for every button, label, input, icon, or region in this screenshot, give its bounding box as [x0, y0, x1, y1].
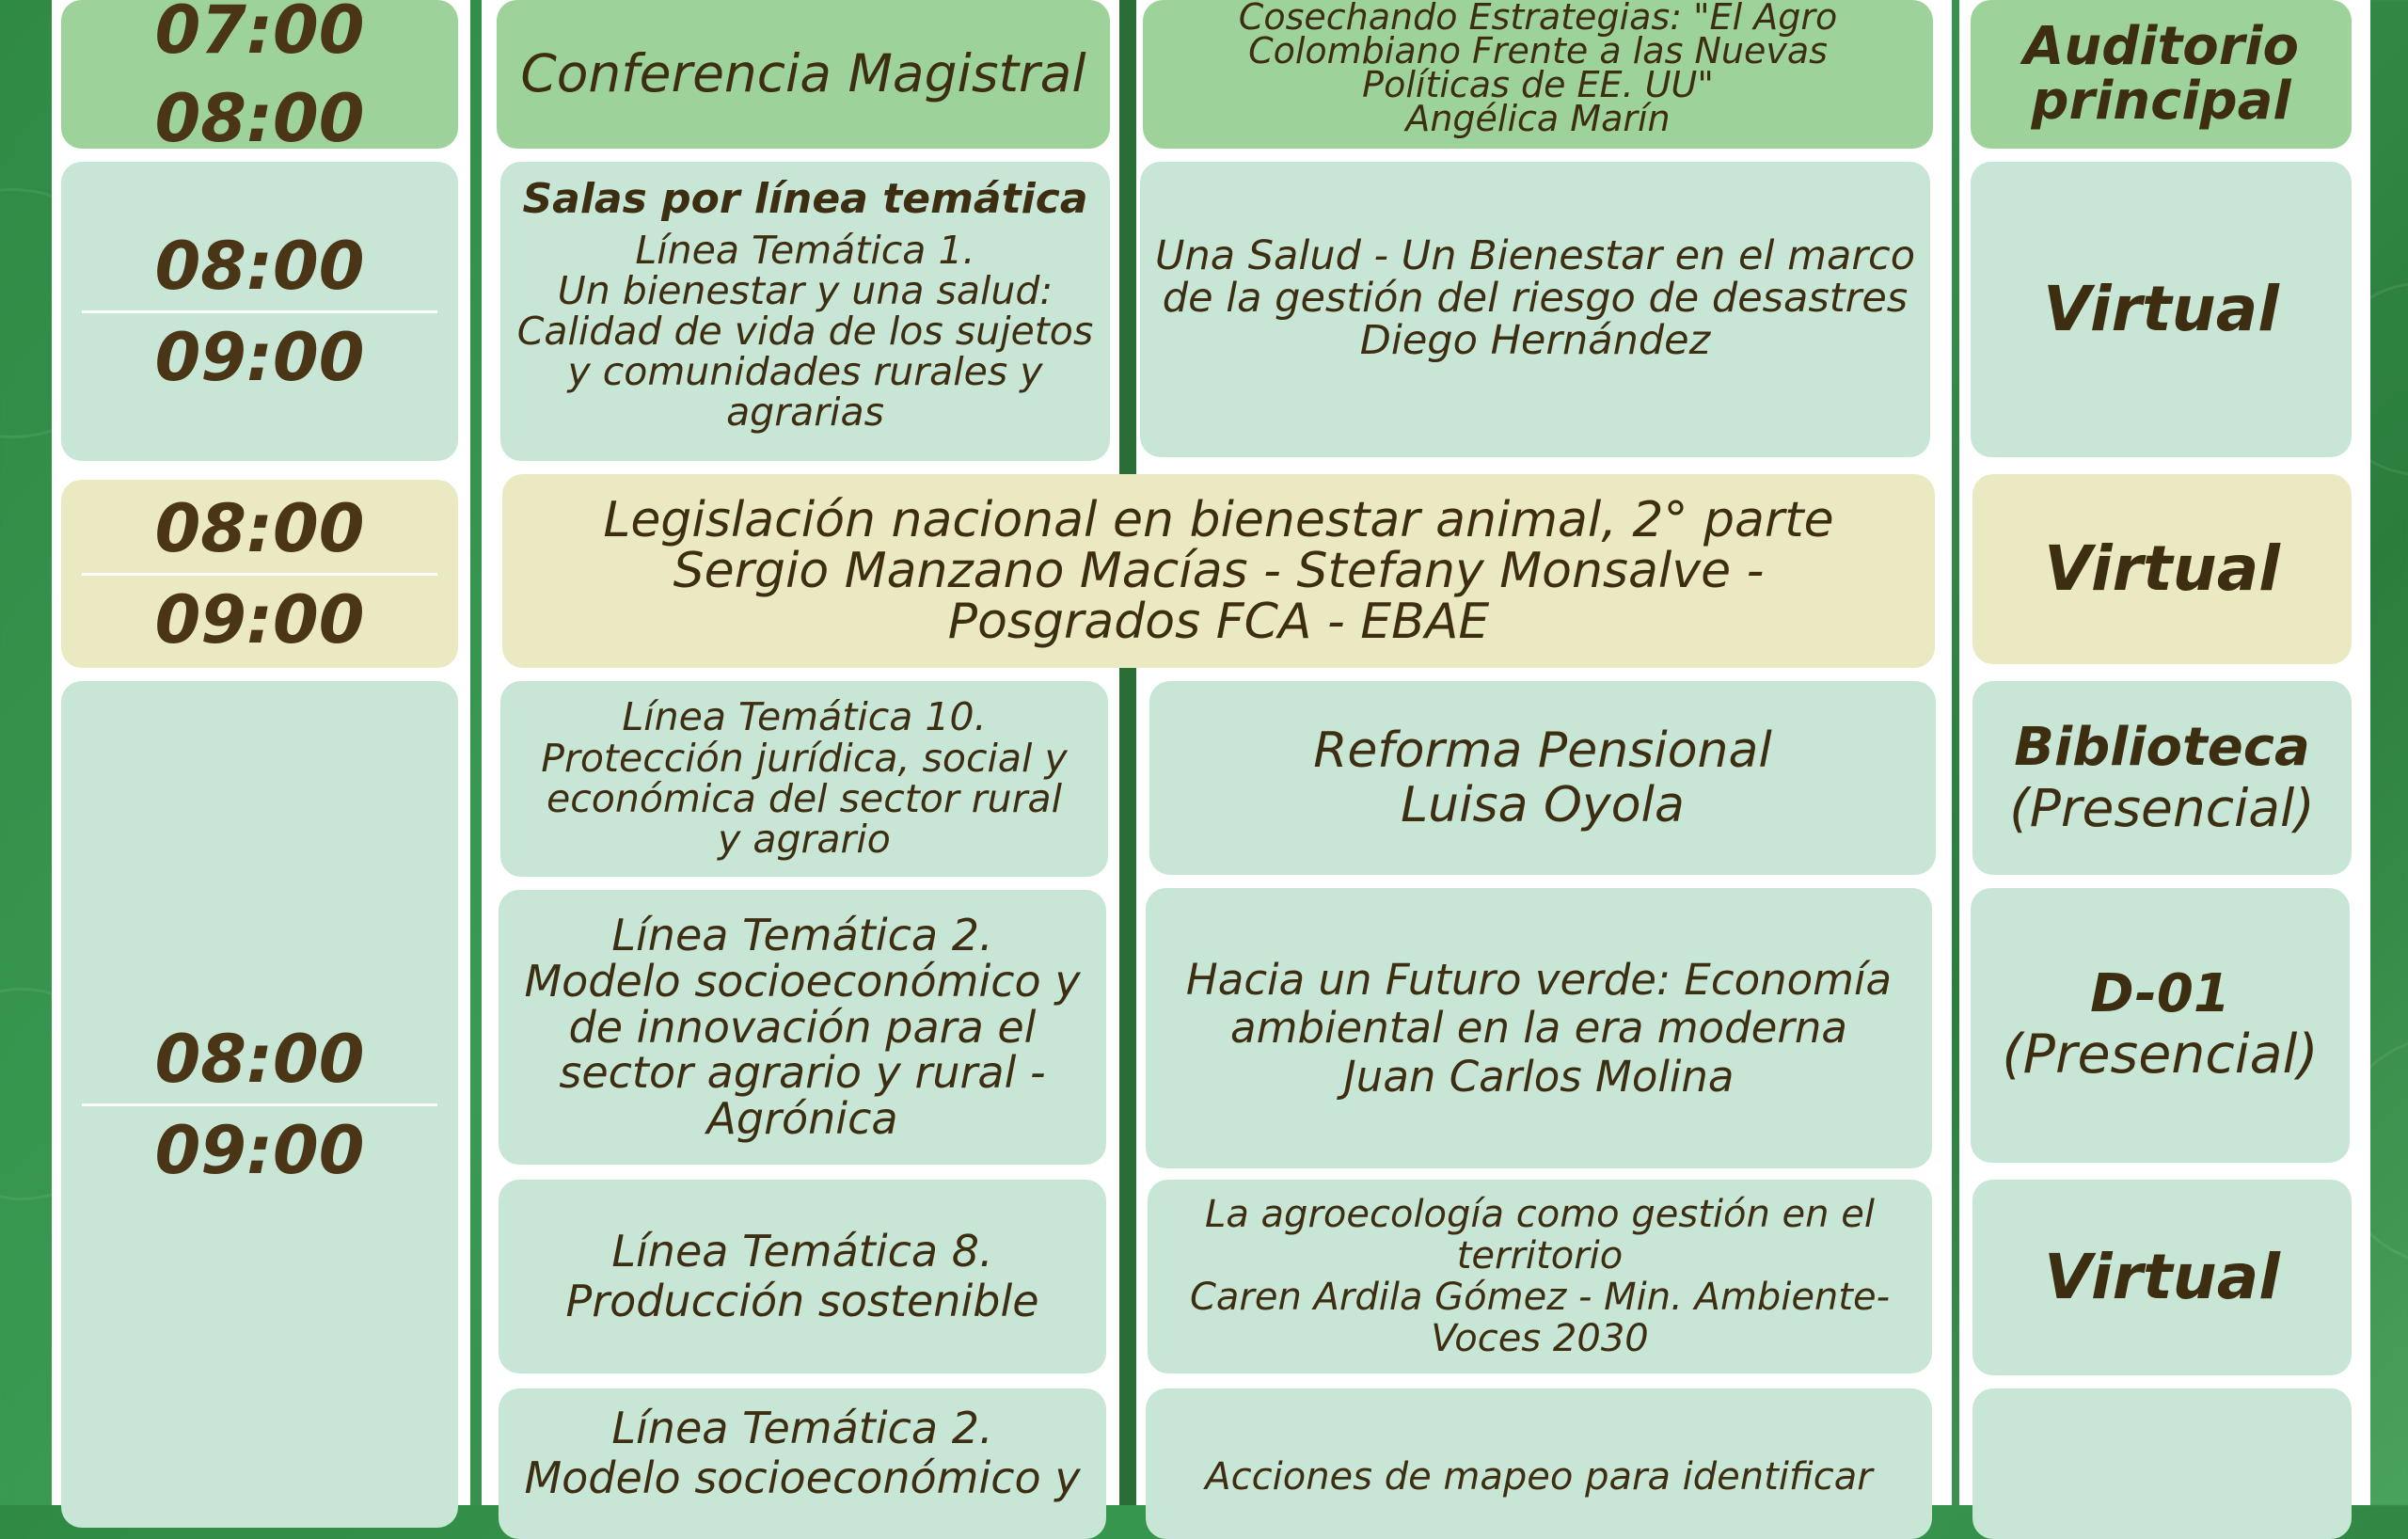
end-time: 09:00: [154, 580, 365, 658]
time-separator: [82, 1103, 437, 1106]
topic-line: Modelo socioeconómico y: [524, 1452, 1081, 1504]
topic-line: Línea Temática 10.: [622, 694, 987, 740]
talk-line: Cosechando Estrategias: "El Agro: [1238, 0, 1838, 38]
time-cell: [61, 480, 458, 668]
talk-cell: [1143, 0, 1933, 149]
time-separator: [82, 310, 437, 313]
topic-line: Línea Temática 2.: [611, 1403, 993, 1453]
topic-line: Línea Temática 1.: [635, 228, 975, 274]
topic-line: Producción sostenible: [565, 1276, 1039, 1326]
place-text: Auditorio principal: [2022, 15, 2299, 132]
place-cell: [1971, 0, 2352, 149]
topic-cell: [500, 162, 1110, 461]
topic-text: Conferencia Magistral: [520, 43, 1086, 104]
speaker-names: Sergio Manzano Macías - Stefany Monsalve -: [673, 542, 1765, 599]
speaker-name: Angélica Marín: [1405, 98, 1671, 140]
topic-line: y agrario: [718, 817, 891, 863]
topic-line: Línea Temática 8.: [611, 1225, 993, 1277]
time-cell: [61, 162, 458, 461]
place-text: Virtual: [2044, 1240, 2280, 1313]
talk-line: de la gestión del riesgo de desastres: [1162, 275, 1909, 323]
session-title: Legislación nacional en bienestar animal, 2° parte: [603, 491, 1834, 548]
topic-line: Línea Temática 2.: [611, 910, 993, 961]
place-mode: (Presencial): [2002, 1023, 2319, 1087]
topic-line: Agrónica: [706, 1093, 898, 1145]
place-cell: [1972, 681, 2352, 875]
speaker-name: Luisa Oyola: [1401, 777, 1685, 833]
place-text: Virtual: [2044, 532, 2280, 605]
place-cell: [1972, 474, 2352, 664]
topic-line: y comunidades rurales y: [567, 349, 1043, 395]
start-time: 08:00: [154, 1020, 365, 1098]
place-text: D-01 (Presencial): [2002, 963, 2319, 1087]
talk-line: Colombiano Frente a las Nuevas: [1248, 30, 1828, 72]
topic-cell: [500, 681, 1108, 877]
talk-cell: [1149, 681, 1936, 875]
place-cell: [1972, 1180, 2352, 1375]
topic-heading: Salas por línea temática: [522, 175, 1088, 223]
talk-cell: [1140, 162, 1930, 457]
topic-line: sector agrario y rural -: [559, 1047, 1046, 1099]
talk-line: La agroecología como gestión en el: [1205, 1193, 1875, 1236]
topic-line: de innovación para el: [568, 1001, 1037, 1053]
speaker-name: Juan Carlos Molina: [1343, 1051, 1735, 1102]
talk-line: territorio: [1456, 1234, 1624, 1277]
end-time: 09:00: [154, 1111, 365, 1189]
speaker-name: Diego Hernández: [1359, 317, 1711, 365]
place-cell: [1972, 1388, 2352, 1539]
talk-line: Políticas de EE. UU": [1362, 64, 1714, 106]
time-cell: [61, 681, 458, 1528]
topic-line: agrarias: [726, 389, 884, 436]
column-divider: [1119, 0, 1136, 1505]
place-cell: [1971, 162, 2352, 457]
place-text: Virtual: [2043, 272, 2279, 345]
talk-line: ambiental en la era moderna: [1230, 1003, 1847, 1054]
time-separator: [82, 573, 437, 576]
end-time: 09:00: [154, 318, 365, 396]
time-cell: [61, 0, 458, 149]
talk-line: Acciones de mapeo para identificar: [1205, 1455, 1873, 1499]
talk-line: Hacia un Futuro verde: Economía: [1185, 955, 1893, 1006]
place-mode: (Presencial): [2009, 777, 2315, 838]
wide-session-cell: [502, 474, 1935, 668]
start-time: 07:00: [154, 0, 365, 69]
place-cell: [1971, 888, 2350, 1163]
speaker-name: Caren Ardila Gómez - Min. Ambiente-: [1189, 1276, 1891, 1319]
topic-cell: [499, 890, 1106, 1165]
talk-title: Reforma Pensional: [1313, 722, 1772, 779]
talk-line: Una Salud - Un Bienestar en el marco: [1154, 232, 1915, 279]
topic-line: Modelo socioeconómico y: [524, 955, 1081, 1007]
place-text: Biblioteca (Presencial): [2009, 717, 2315, 838]
speaker-name: Voces 2030: [1431, 1317, 1649, 1360]
topic-cell: [499, 1388, 1106, 1539]
topic-line: Protección jurídica, social y: [541, 735, 1068, 781]
topic-cell: [499, 1180, 1106, 1373]
start-time: 08:00: [154, 227, 365, 305]
talk-cell: [1148, 1180, 1932, 1373]
end-time: 08:00: [154, 80, 365, 149]
talk-cell: [1146, 888, 1932, 1168]
topic-line: económica del sector rural: [546, 776, 1062, 821]
topic-line: Un bienestar y una salud:: [557, 268, 1054, 314]
talk-cell: [1146, 1388, 1932, 1539]
start-time: 08:00: [154, 489, 365, 567]
topic-line: Calidad de vida de los sujetos: [516, 309, 1094, 355]
topic-cell: [497, 0, 1110, 149]
speaker-names: Posgrados FCA - EBAE: [947, 594, 1490, 651]
